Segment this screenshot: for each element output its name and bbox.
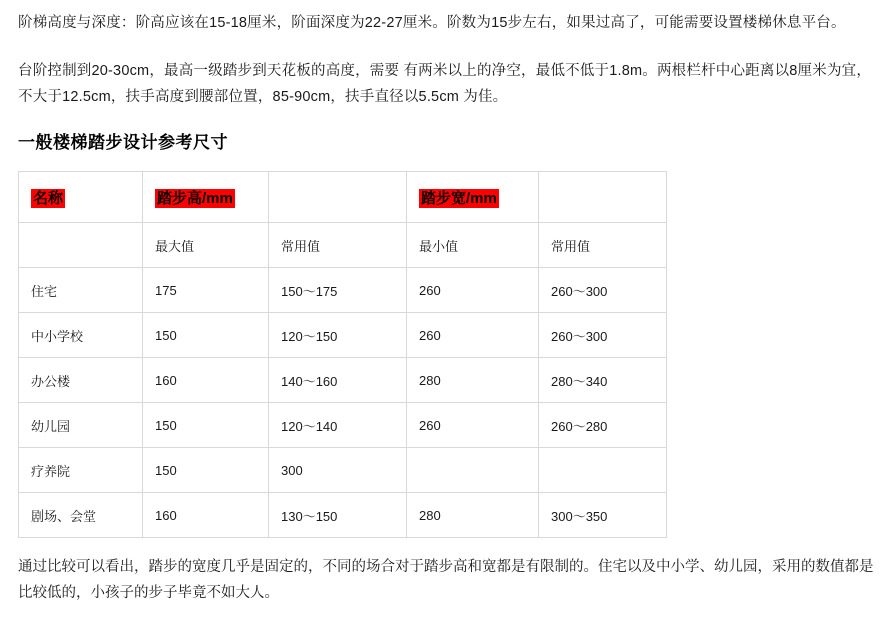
table-row <box>19 403 667 448</box>
cell-height-max: 160 <box>143 358 269 403</box>
page-title: 一般楼梯踏步设计参考尺寸 <box>18 133 228 152</box>
subheader-height-common: 常用值 <box>269 223 407 268</box>
header-step-height-highlight: 踏步高/mm <box>157 189 233 207</box>
subheader-width-common: 常用值 <box>539 223 667 268</box>
table-row <box>19 448 667 493</box>
cell-width-min: 260 <box>407 268 539 313</box>
table-row <box>19 268 667 313</box>
cell-height-common: 130～150 <box>269 493 407 538</box>
cell-width-min <box>407 448 539 493</box>
cell-name: 幼儿园 <box>19 403 143 448</box>
paragraph-step-control: 台阶控制到20-30cm，最高一级踏步到天花板的高度，需要 有两米以上的净空，最低不低于1.8m。两根栏杆中心距离以8厘米为宜，不大于12.5cm，扶手高度到腰部位置，85-90cm，扶手直径以5.5cm 为佳。 <box>18 63 872 105</box>
table-row <box>19 358 667 403</box>
stair-spec-table <box>18 171 667 538</box>
subheader-width-min: 最小值 <box>407 223 539 268</box>
cell-height-common: 120～140 <box>269 403 407 448</box>
cell-width-common <box>539 448 667 493</box>
cell-name: 办公楼 <box>19 358 143 403</box>
cell-width-common: 280～340 <box>539 358 667 403</box>
header-cell-step-height <box>143 172 269 223</box>
cell-height-max: 175 <box>143 268 269 313</box>
cell-height-max: 150 <box>143 313 269 358</box>
cell-width-common: 260～280 <box>539 403 667 448</box>
cell-height-common: 120～150 <box>269 313 407 358</box>
cell-width-min: 260 <box>407 403 539 448</box>
cell-height-max: 150 <box>143 403 269 448</box>
header-cell-spacer-2 <box>539 172 667 223</box>
cell-width-common: 260～300 <box>539 268 667 313</box>
cell-name: 剧场、会堂 <box>19 493 143 538</box>
cell-height-common: 150～175 <box>269 268 407 313</box>
header-cell-step-width <box>407 172 539 223</box>
cell-width-min: 260 <box>407 313 539 358</box>
header-step-width-highlight: 踏步宽/mm <box>421 189 497 207</box>
cell-width-common: 300～350 <box>539 493 667 538</box>
table-subheader-row <box>19 223 667 268</box>
cell-width-min: 280 <box>407 493 539 538</box>
table-row <box>19 493 667 538</box>
cell-width-min: 280 <box>407 358 539 403</box>
cell-width-common: 260～300 <box>539 313 667 358</box>
paragraph-conclusion: 通过比较可以看出，踏步的宽度几乎是固定的，不同的场合对于踏步高和宽都是有限制的。住宅以及中小学、幼儿园，采用的数值都是比较低的，小孩子的步子毕竟不如大人。 <box>18 559 874 601</box>
cell-height-max: 160 <box>143 493 269 538</box>
paragraph-stair-height-depth: 阶梯高度与深度：阶高应该在15-18厘米，阶面深度为22-27厘米。阶数为15步左右，如果过高了，可能需要设置楼梯休息平台。 <box>18 15 846 31</box>
cell-height-common: 300 <box>269 448 407 493</box>
cell-height-max: 150 <box>143 448 269 493</box>
header-cell-name <box>19 172 143 223</box>
cell-name: 住宅 <box>19 268 143 313</box>
subheader-height-max: 最大值 <box>143 223 269 268</box>
cell-height-common: 140～160 <box>269 358 407 403</box>
header-cell-spacer <box>269 172 407 223</box>
cell-name: 中小学校 <box>19 313 143 358</box>
cell-name: 疗养院 <box>19 448 143 493</box>
table-row <box>19 313 667 358</box>
table-group-header-row <box>19 172 667 223</box>
header-name-highlight: 名称 <box>33 189 64 207</box>
subheader-cell-blank <box>19 223 143 268</box>
